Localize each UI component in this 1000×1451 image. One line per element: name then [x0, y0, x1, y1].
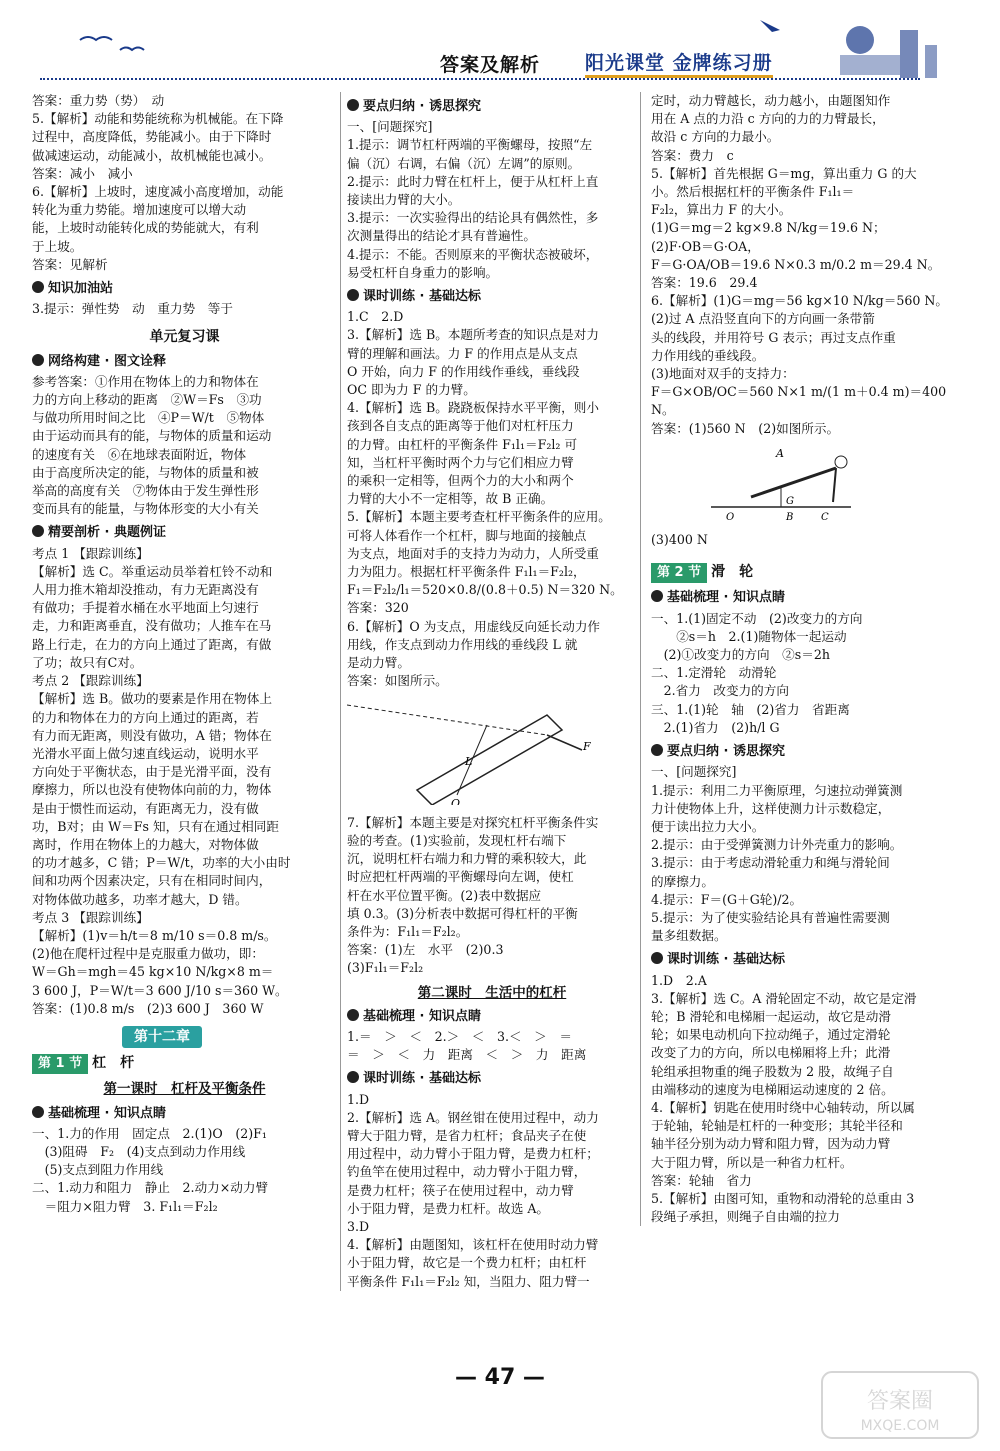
text-line: 过程中，高度降低，势能减小。由于下降时 [32, 129, 272, 145]
text-line: 轮；B 滑轮和电梯厢一起运动，故它是动滑 [651, 1008, 891, 1024]
section-label: 网络构建 · 图文诠释 [48, 353, 166, 369]
col3-block-d [651, 972, 951, 1227]
section-heading [347, 1008, 637, 1026]
text-line: 1.提示：调节杠杆两端的平衡螺母，按照“左 [347, 137, 593, 153]
section-heading [32, 524, 337, 542]
text-line: F＝G×OB/OC＝560 N×1 m/(1 m＋0.4 m)＝400 N。 [651, 384, 947, 418]
text-line: 改变了力的方向，所以电梯厢将上升；此滑 [651, 1045, 891, 1061]
text-line: 3.提示：一次实验得出的结论具有偶然性，多 [347, 210, 599, 226]
text-line: 【解析】选 B。做功的要素是作用在物体上 [32, 691, 272, 707]
text-line: 1.＝ ＞ ＜ 2.＞ ＜ 3.＜ ＞ ＝ [347, 1028, 572, 1044]
chapter-badge: 第十二章 [122, 1026, 202, 1048]
text-line: 小于阻力臂，是费力杠杆。故选 A。 [347, 1200, 550, 1216]
text-line: 的摩擦力。 [651, 873, 714, 889]
text-line: 力臂的大小不一定相等，故 B 正确。 [347, 491, 554, 507]
text-line: 3.提示：弹性势 动 重力势 等于 [32, 301, 233, 317]
text-line: 孩到各自支点的距离等于他们对杠杆压力 [347, 418, 574, 434]
section-heading [651, 589, 951, 607]
text-line: 由端移动的速度为电梯厢运动速度的 2 倍。 [651, 1081, 894, 1097]
text-line: 4.提示：F＝(G＋G轮)/2。 [651, 891, 803, 907]
col1-block-c [32, 373, 337, 519]
text-line: 参考答案：①作用在物体上的力和物体在 [32, 373, 259, 389]
text-line: 答案：(1)560 N (2)如图所示。 [651, 420, 840, 436]
lesson-title: 第一课时 杠杆及平衡条件 [103, 1081, 266, 1098]
text-line: 接读出力臂的大小。 [347, 192, 461, 208]
text-line: 能，上坡时动能转化成的势能就大，有利 [32, 220, 259, 236]
text-line: 了功；故只有C对。 [32, 654, 143, 670]
text-line: (3)地面对双手的支持力： [651, 366, 795, 382]
text-line: 臂大于阻力臂，是省力杠杆；食品夹子在使 [347, 1127, 587, 1143]
text-line: 7.【解析】本题主要是对探究杠杆平衡条件实 [347, 814, 599, 830]
text-line: 三、1.(1)轮 轴 (2)省力 省距离 [651, 701, 850, 717]
text-line: 力的方向上移动的距离 ②W＝Fs ③功 [32, 392, 262, 408]
text-line: 4.提示：不能。否则原来的平衡状态被破坏， [347, 246, 599, 262]
col2-block-a [347, 118, 637, 282]
text-line: 二、1.动力和阻力 静止 2.动力×动力臂 [32, 1180, 269, 1196]
col3-block-a [651, 92, 951, 438]
text-line: 杆在水平位置平衡。(2)表中数据应 [347, 887, 542, 903]
text-line: 平衡条件 F₁l₁＝F₂l₂ 知，当阻力、阻力臂一 [347, 1273, 590, 1289]
text-line: OC 即为力 F 的力臂。 [347, 382, 476, 398]
section-heading [347, 288, 637, 306]
text-line: (2)F·OB＝G·OA， [651, 238, 760, 254]
text-line: 答案：重力势（势） 动 [32, 93, 165, 108]
col1-block-a [32, 92, 337, 274]
text-line: 力为阻力。根据杠杆平衡条件 F₁l₁＝F₂l₂， [347, 564, 586, 580]
text-line: O 开始，向力 F 的作用线作垂线，垂线段 [347, 363, 580, 379]
col3-block-c [651, 763, 951, 945]
svg-text:A: A [776, 446, 784, 460]
text-line: 4.【解析】选 B。跷跷板保持水平平衡，则小 [347, 400, 599, 416]
svg-text:O: O [451, 796, 461, 805]
header-dotted-line [40, 78, 920, 80]
text-line: 的速度有关 ⑥在地球表面附近，物体 [32, 446, 247, 462]
section-icon [651, 744, 663, 756]
text-line: 轮组承担物重的绳子股数为 2 股，故绳子自 [651, 1063, 894, 1079]
section-icon [651, 952, 663, 964]
text-line: 转化为重力势能。增加速度可以增大动 [32, 202, 247, 218]
section-label: 精要剖析 · 典题例证 [48, 525, 166, 541]
text-line: 可将人体看作一个杠杆，脚与地面的接触点 [347, 527, 587, 543]
text-line: 大于阻力臂，所以是一种省力杠杆。 [651, 1154, 853, 1170]
node-title: 杠 杆 [92, 1055, 135, 1072]
text-line: 用线，作支点到动力作用线的垂线段 L 就 [347, 636, 578, 652]
text-line: 臂的理解和画法。力 F 的作用点是从支点 [347, 345, 578, 361]
text-line: (5)支点到阻力作用线 [32, 1162, 164, 1178]
section-heading [32, 280, 337, 298]
text-line: 一、[问题探究] [347, 119, 433, 135]
text-line: 的力和物体在力的方向上通过的距离，若 [32, 709, 259, 725]
text-line: 的乘积一定相等，但两个力的大小和两个 [347, 473, 574, 489]
text-line: 6.【解析】O 为支点，用虚线反向延长动力作 [347, 618, 601, 634]
node-heading [651, 563, 951, 583]
text-line: 是由于惯性而运动，有距离无力，没有做 [32, 800, 259, 816]
text-line: (3)F₁l₁＝F₂l₂ [347, 960, 424, 976]
text-line: 力作用线的垂线段。 [651, 347, 765, 363]
text-line: 2.提示：此时力臂在杠杆上，便于从杠杆上直 [347, 173, 599, 189]
svg-text:答案圈: 答案圈 [866, 1389, 934, 1414]
svg-text:C: C [821, 511, 829, 522]
section-heading [32, 1105, 337, 1123]
text-line: 答案：(1)左 水平 (2)0.3 [347, 942, 504, 958]
text-line: (1)G＝mg＝2 kg×9.8 N/kg＝19.6 N； [651, 220, 886, 236]
text-line: 次测量得出的结论才具有普遍性。 [347, 228, 536, 244]
text-line: 力计使物体上升，这样使测力计示数稳定， [651, 800, 891, 816]
header-brand: 阳光课堂 金牌练习册 [585, 48, 773, 78]
text-line: W＝Gh＝mgh＝45 kg×10 N/kg×8 m＝ [32, 964, 274, 980]
section-label: 课时训练 · 基础达标 [667, 952, 785, 968]
text-line: 轴半径分别为动力臂和阻力臂，因为动力臂 [651, 1136, 891, 1152]
pushup-diagram [651, 442, 931, 522]
node-heading [32, 1054, 337, 1074]
text-line: 5.提示：为了使实验结论具有普遍性需要测 [651, 909, 890, 925]
text-line: 方向处于平衡状态，由于是光滑平面，没有 [32, 764, 272, 780]
svg-text:F: F [583, 739, 591, 753]
text-line: ＝ ＞ ＜ 力 距离 ＜ ＞ 力 距离 [347, 1047, 587, 1063]
text-line: 的力臂。由杠杆的平衡条件 F₁l₁＝F₂l₂ 可 [347, 436, 578, 452]
text-line: ＝阻力×阻力臂 3. F₁l₁＝F₂l₂ [32, 1198, 218, 1214]
text-line: 答案：320 [347, 600, 409, 616]
section-label: 要点归纳 · 诱思探究 [667, 744, 785, 760]
text-line: 与做功所用时间之比 ④P＝W/t ⑤物体 [32, 410, 265, 426]
text-line: 量多组数据。 [651, 928, 727, 944]
text-line: 考点 2 【跟踪训练】 [32, 673, 149, 689]
column-2 [340, 92, 637, 1291]
section-heading [651, 743, 951, 761]
text-line: 1.D [347, 1091, 370, 1107]
text-line: 于上坡。 [32, 238, 83, 254]
text-line: 二、1.定滑轮 动滑轮 [651, 665, 777, 681]
text-line: 5.【解析】首先根据 G＝mg，算出重力 G 的大 [651, 165, 917, 181]
text-line: 小于阻力臂，故它是一个费力杠杆；由杠杆 [347, 1255, 587, 1271]
section-icon [32, 525, 44, 537]
text-line: 考点 3 【跟踪训练】 [32, 909, 149, 925]
text-line: 由于高度所决定的能，与物体的质量和被 [32, 464, 259, 480]
svg-text:L: L [465, 754, 473, 768]
col2-block-c [347, 814, 637, 978]
text-line: (2)①改变力的方向 ②s＝2h [651, 647, 830, 663]
text-line: 5.【解析】由图可知，重物和动滑轮的总重由 3 [651, 1190, 915, 1206]
page-number: — 47 — [455, 1365, 545, 1390]
text-line: (2)过 A 点沿竖直向下的方向画一条带箭 [651, 311, 875, 327]
column-1 [32, 92, 337, 1216]
text-line: 1.提示：利用二力平衡原理，匀速拉动弹簧测 [651, 782, 903, 798]
text-line: 答案：(1)0.8 m/s (2)3 600 J 360 W [32, 1000, 264, 1016]
text-line: F₂l₂，算出力 F 的大小。 [651, 202, 792, 218]
text-line: 有力而无距离，则没有做功，A 错；物体在 [32, 727, 272, 743]
text-line: 2.【解析】选 A。钢丝钳在使用过程中，动力 [347, 1109, 599, 1125]
svg-text:MXQE.COM: MXQE.COM [860, 1418, 940, 1434]
text-line: 答案：见解析 [32, 256, 108, 272]
text-line: 定时，动力臂越长，动力越小，由题图知作 [651, 93, 891, 108]
svg-text:B: B [786, 511, 794, 522]
section-label: 课时训练 · 基础达标 [363, 289, 481, 305]
text-line: 3.【解析】选 C。A 滑轮固定不动，故它是定滑 [651, 990, 917, 1006]
text-line: 沉，说明杠杆右端力和力臂的乘积较大，此 [347, 851, 587, 867]
text-line: 是费力杠杆；筷子在使用过程中，动力臂 [347, 1182, 574, 1198]
text-line: 离时，作用在物体上的力越大，对物体做 [32, 836, 259, 852]
text-line: 2.(1)省力 (2)h/l G [651, 719, 780, 735]
text-line: 对物体做功越多，功率才越大，D 错。 [32, 891, 248, 907]
text-line: 变而具有的能量，与物体形变的大小有关 [32, 501, 259, 517]
text-line: 4.【解析】由题图知，该杠杆在使用时动力臂 [347, 1237, 599, 1253]
text-line: 3.D [347, 1218, 370, 1234]
text-line: 答案：费力 c [651, 147, 734, 163]
text-line: 走，力和距离垂直，没有做功；人推车在马 [32, 618, 272, 634]
section-heading [32, 353, 337, 371]
text-line: 验的考查。(1)实验前，发现杠杆右端下 [347, 832, 567, 848]
section-icon [347, 1071, 359, 1083]
header-title: 答案及解析 [440, 54, 541, 76]
text-line: 条件为：F₁l₁＝F₂l₂。 [347, 923, 469, 939]
text-line: 6.【解析】(1)G＝mg＝56 kg×10 N/kg＝560 N。 [651, 293, 948, 309]
text-line: 摩擦力，所以也没有使物体向前的力，物体 [32, 782, 272, 798]
text-line: 举高的高度有关 ⑦物体由于发生弹性形 [32, 483, 259, 499]
text-line: 一、1.(1)固定不动 (2)改变力的方向 [651, 610, 863, 626]
text-line: 填 0.3。(3)分析表中数据可得杠杆的平衡 [347, 905, 578, 921]
text-line: 知，当杠杆平衡时两个力与它们相应力臂 [347, 454, 574, 470]
text-line: 偏（沉）右调，右偏（沉）左调”的原则。 [347, 155, 581, 171]
lesson-title: 第二课时 生活中的杠杆 [417, 984, 567, 1001]
text-line: 4.【解析】钥匙在使用时绕中心轴转动，所以属 [651, 1099, 915, 1115]
text-line: 小。然后根据杠杆的平衡条件 F₁l₁＝ [651, 184, 855, 200]
text-line: ②s＝h 2.(1)随物体一起运动 [651, 628, 847, 644]
text-line: 3.【解析】选 B。本题所考查的知识点是对力 [347, 327, 599, 343]
text-line: 1.D 2.A [651, 972, 707, 988]
text-line: 故沿 c 方向的力最小。 [651, 129, 780, 145]
text-line: F＝G·OA/OB＝19.6 N×0.3 m/0.2 m＝29.4 N。 [651, 256, 941, 272]
text-line: 钓鱼竿在使用过程中，动力臂小于阻力臂， [347, 1164, 587, 1180]
text-line: 光滑水平面上做匀速直线运动，说明水平 [32, 745, 259, 761]
section-icon [32, 1106, 44, 1118]
text-line: 2.提示：由于受弹簧测力计外壳重力的影响。 [651, 837, 903, 853]
unit-title: 单元复习课 [149, 329, 220, 346]
col2-block-e [347, 1091, 637, 1291]
text-line: 是动力臂。 [347, 655, 410, 671]
watermark-logo [820, 1370, 980, 1440]
section-heading [347, 98, 637, 116]
col3-block-b [651, 610, 951, 737]
text-line: 一、1.力的作用 固定点 2.(1)O (2)F₁ [32, 1125, 267, 1141]
node-label: 第 2 节 [651, 563, 707, 583]
text-line: 2.省力 改变力的方向 [651, 683, 789, 699]
text-line: 【解析】选 C。举重运动员举着杠铃不动和 [32, 563, 273, 579]
col2-block-b [347, 308, 637, 690]
section-icon [651, 590, 663, 602]
node-title: 滑 轮 [711, 564, 754, 581]
svg-text:O: O [726, 511, 735, 522]
text-line: (3)400 N [651, 532, 708, 548]
section-icon [32, 354, 44, 366]
section-label: 基础梳理 · 知识点睛 [48, 1105, 166, 1121]
text-line: 答案：如图所示。 [347, 673, 448, 689]
text-line: (3)阻碍 F₂ (4)支点到动力作用线 [32, 1143, 246, 1159]
text-line: 便于读出拉力大小。 [651, 818, 765, 834]
text-line: 的功才越多，C 错；P＝W/t，功率的大小由时 [32, 855, 291, 871]
text-line: 用在 A 点的力沿 c 方向的力的力臂最长， [651, 111, 885, 127]
text-line: (2)他在爬杆过程中是克服重力做功，即： [32, 946, 264, 962]
text-line: 【解析】(1)v＝h/t＝8 m/10 s＝0.8 m/s。 [32, 927, 277, 943]
text-line: 功，B对；由 W＝Fs 知，只有在通过相同距 [32, 818, 279, 834]
text-line: 于轮轴，轮轴是杠杆的一种变形；其轮半径和 [651, 1118, 903, 1134]
text-line: 时应把杠杆两端的平衡螺母向左调，使杠 [347, 869, 574, 885]
text-line: 段绳子承担，则绳子自由端的拉力 [651, 1209, 840, 1225]
text-line: 头的线段，并用符号 G 表示；再过支点作重 [651, 329, 896, 345]
section-icon [32, 281, 44, 293]
text-line: 用过程中，动力臂小于阻力臂，是费力杠杆； [347, 1146, 599, 1162]
text-line: 1.C 2.D [347, 309, 404, 325]
column-3 [640, 92, 951, 1226]
text-line: 5.【解析】本题主要考查杠杆平衡条件的应用。 [347, 509, 611, 525]
section-icon [347, 99, 359, 111]
text-line: 易受杠杆自身重力的影响。 [347, 264, 499, 280]
section-label: 要点归纳 · 诱思探究 [363, 99, 481, 114]
text-line: 5.【解析】动能和势能统称为机械能。在下降 [32, 111, 284, 127]
text-line: 3.提示：由于考虑动滑轮重力和绳与滑轮间 [651, 855, 890, 871]
text-line: 答案：减小 减小 [32, 165, 133, 181]
section-heading [651, 951, 951, 969]
text-line: 一、[问题探究] [651, 764, 737, 780]
text-line: 为支点，地面对手的支持力为动力，人所受重 [347, 545, 599, 561]
section-label: 基础梳理 · 知识点睛 [667, 590, 785, 606]
col1-block-d [32, 545, 337, 1018]
text-line: 6.【解析】上坡时，速度减小高度增加，动能 [32, 184, 284, 200]
text-line: 轮；如果电动机向下拉动绳子，通过定滑轮 [651, 1027, 891, 1043]
text-line: 做减速运动，动能减小，故机械能也减小。 [32, 147, 272, 163]
lever-diagram [347, 695, 627, 805]
text-line: 答案：轮轴 省力 [651, 1172, 752, 1188]
node-label: 第 1 节 [32, 1054, 88, 1074]
text-line: 有做功；手提着水桶在水平地面上匀速行 [32, 600, 259, 616]
svg-text:G: G [786, 495, 794, 507]
page-header [0, 0, 1000, 92]
text-line: 路上行走，在力的方向上通过了距离，有做 [32, 636, 272, 652]
section-heading [347, 1070, 637, 1088]
text-line: F₁＝F₂l₂/l₁＝520×0.8/(0.8＋0.5) N＝320 N。 [347, 582, 623, 598]
text-line: 考点 1 【跟踪训练】 [32, 545, 149, 561]
section-icon [347, 1009, 359, 1021]
section-label: 课时训练 · 基础达标 [363, 1071, 481, 1087]
text-line: 3 600 J，P＝W/t＝3 600 J/10 s＝360 W。 [32, 982, 288, 998]
col1-block-e [32, 1125, 337, 1216]
text-line: 答案：19.6 29.4 [651, 275, 758, 291]
section-icon [347, 289, 359, 301]
section-label: 知识加油站 [48, 281, 114, 297]
text-line: 间和功两个因素决定，只有在相同时间内， [32, 873, 272, 889]
section-label: 基础梳理 · 知识点睛 [363, 1008, 481, 1024]
text-line: 由于运动而具有的能，与物体的质量和运动 [32, 428, 272, 444]
text-line: 人用力推木箱却没推动，有力无距离没有 [32, 582, 259, 598]
